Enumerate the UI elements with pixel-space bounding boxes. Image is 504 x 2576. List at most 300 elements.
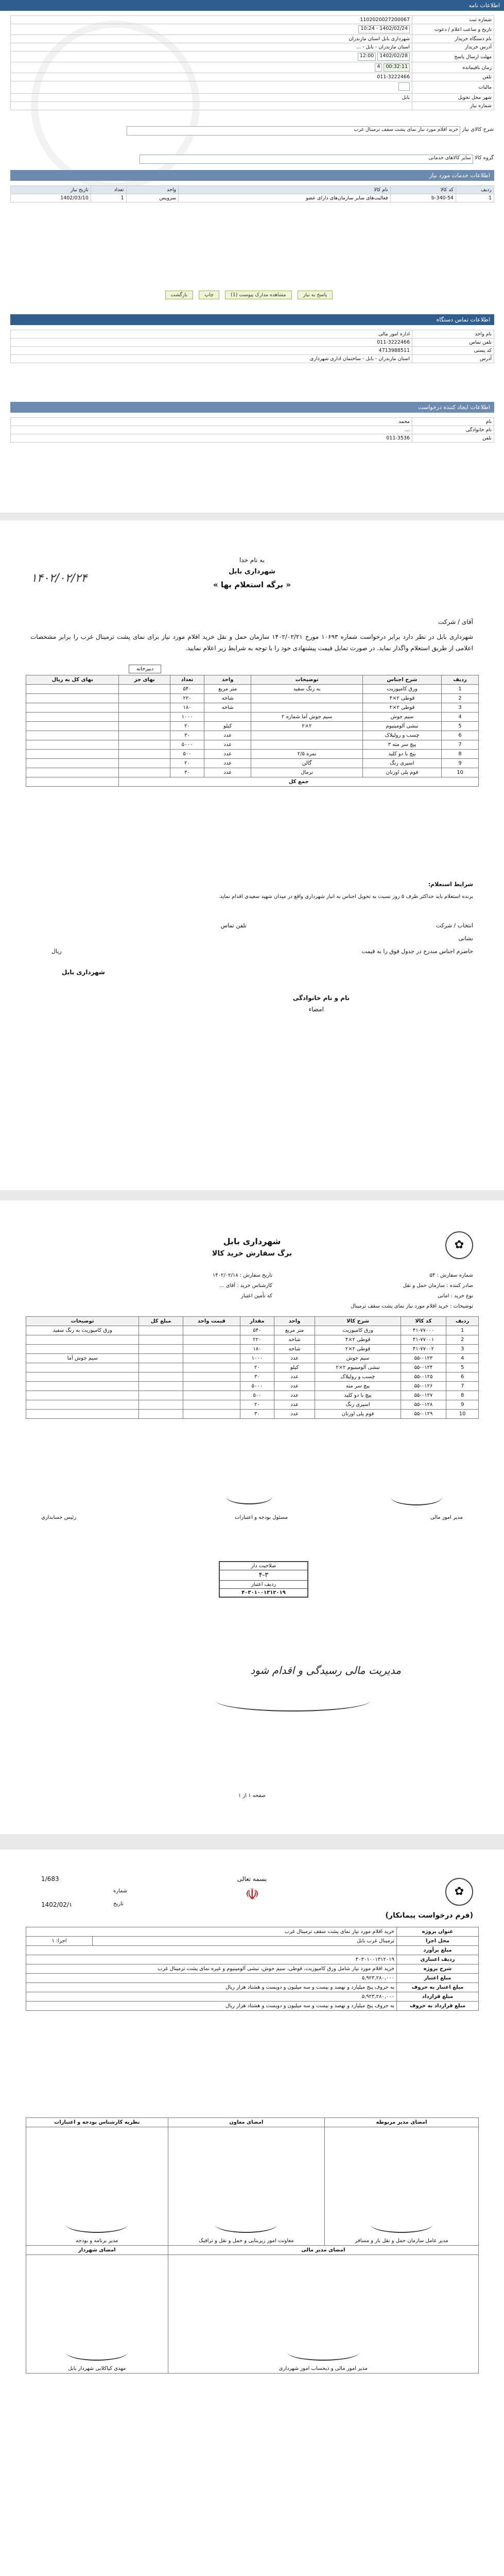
- pr-cell: [119, 750, 170, 759]
- rf-row-label: مبلغ برآورد: [397, 1946, 479, 1955]
- pr-cell: [119, 713, 170, 722]
- order-title: برگ سفارش خرید کالا: [212, 1249, 292, 1258]
- table-row: [26, 1354, 479, 1363]
- rf-row-label: مبلغ قرارداد: [397, 1992, 479, 2002]
- pr-cell: 7: [442, 740, 479, 750]
- ord-cell: [183, 1391, 240, 1400]
- order-number-label: شماره سفارش: [440, 1273, 473, 1278]
- creator-title: اطلاعات ایجاد کننده درخواست: [418, 404, 490, 411]
- creator-row: [11, 426, 494, 434]
- pr-cell: [26, 722, 119, 731]
- rf-sig-name-2: معاونت امور زیربنایی و حمل و نقل و ترافیک: [199, 2238, 294, 2244]
- pr-cell: عدد: [204, 750, 251, 759]
- order-hand-signature: [216, 1690, 370, 1711]
- ord-cell: قوطی ۲×۴: [315, 1335, 401, 1345]
- order-city: شهرداری بابل: [223, 1236, 281, 1246]
- need-desc-row: [10, 126, 494, 135]
- rf-table: [26, 1927, 479, 2011]
- rf-sig-header-5: امضای شهردار: [26, 2246, 168, 2255]
- pr-signer: شهرداری بابل: [62, 969, 105, 976]
- ord-cell: 4: [446, 1354, 479, 1363]
- contact-title: اطلاعات تماس دستگاه: [436, 316, 490, 323]
- form-row: [26, 1955, 479, 1964]
- ord-cell: ۳۰: [240, 1372, 274, 1382]
- order-desc-row: توضیحات : خرید اقلام مورد نیاز نمای پشت سقف ترمینال: [350, 1303, 473, 1309]
- table-row: [26, 740, 479, 750]
- ord-cell: [26, 1410, 139, 1419]
- pr-cell: نمره ۲/۵: [251, 750, 363, 759]
- pr-cell: [204, 713, 251, 722]
- phone-label: تلفن: [412, 73, 494, 81]
- pr-cell: عدد: [204, 759, 251, 768]
- pr-cell: شاخه: [204, 694, 251, 703]
- pr-total-label: جمع کل: [119, 777, 479, 787]
- rf-signature-4: [287, 2344, 359, 2361]
- rf-row-value: ترمینال غرب بابل: [93, 1937, 397, 1946]
- order-number: ۵۴: [429, 1273, 436, 1278]
- ord-cell: عدد: [274, 1410, 315, 1419]
- pr-cell: [26, 713, 119, 722]
- col-row: ردیف: [456, 186, 494, 194]
- pr-cell: فوم پلی اورتان: [362, 768, 441, 777]
- ord-cell: فوم پلی اورتان: [315, 1410, 401, 1419]
- rf-sig-cell-3: [26, 2127, 168, 2246]
- pr-items-table: [26, 675, 479, 787]
- address-label: آدرس خریدار: [412, 43, 494, 52]
- need-number-label: شماره نیاز: [412, 102, 494, 110]
- ord-cell: ۵۵-۰۱۲۷: [401, 1391, 446, 1400]
- ord-cell: [26, 1345, 139, 1354]
- reply-button[interactable]: پاسخ به نیاز: [298, 291, 333, 299]
- pr-cell: عدد: [204, 768, 251, 777]
- rf-sig-cell-5: [26, 2255, 168, 2374]
- pr-cell: عدد: [204, 740, 251, 750]
- deadline-label: مهلت ارسال پاسخ: [412, 52, 494, 62]
- pr-cell: ۲۰: [170, 722, 204, 731]
- order-signature-2: [226, 1489, 272, 1504]
- ord-cell: ۴۱-۷۷۰۰۰: [401, 1326, 446, 1335]
- order-hand-note: مدیریت مالی رسیدگی و اقدام شود: [250, 1664, 401, 1676]
- group-label: گروه کالا: [474, 155, 494, 161]
- table-row: [26, 1345, 479, 1354]
- pr-sign-label: امضاء: [308, 1006, 324, 1013]
- contact-row: [11, 330, 494, 338]
- col-unit: واحد: [126, 186, 179, 194]
- ord-cell: ۵۵-۰۱۲۴: [401, 1363, 446, 1372]
- print-button[interactable]: چاپ: [199, 291, 219, 299]
- table-row: [26, 750, 479, 759]
- pr-cell: ۲×۲: [251, 722, 363, 731]
- form-row: [26, 2002, 479, 2011]
- ord-cell: [139, 1372, 183, 1382]
- pr-addressee: آقای / شرکت: [438, 618, 473, 625]
- order-buyer: آقای ...: [219, 1283, 236, 1289]
- pr-cell: نبشی آلومینیوم: [362, 722, 441, 731]
- table-row: [26, 1326, 479, 1335]
- pr-col-qty: تعداد: [170, 675, 204, 685]
- order-signature-1: [391, 1489, 442, 1505]
- rf-row-label: عنوان پروژه: [397, 1927, 479, 1937]
- items-section-bar: [10, 170, 494, 181]
- ord-col-desc: شرح کالا: [315, 1317, 401, 1326]
- rf-sig-header-1: امضای مدیر مربوطه: [325, 2118, 479, 2127]
- pr-col-unit: واحد: [204, 675, 251, 685]
- ord-cell: عدد: [274, 1400, 315, 1410]
- creator-table: [10, 417, 494, 443]
- ord-rows: [26, 1326, 479, 1419]
- ord-cell: [139, 1410, 183, 1419]
- pr-cell: [119, 740, 170, 750]
- pr-cell: [119, 768, 170, 777]
- credit-stamp-title: صلاحیت دار: [220, 1562, 307, 1570]
- order-date-row: تاریخ سفارش : ۱۴۰۲/۰۲/۱۸: [212, 1273, 272, 1278]
- ord-cell: [183, 1326, 240, 1335]
- rf-row-label: مبلغ اعتبار به حروف: [397, 1983, 479, 1992]
- rf-sig-header-2: امضای معاون: [168, 2118, 324, 2127]
- city-value: بابل: [11, 94, 412, 102]
- table-row: [26, 703, 479, 713]
- ord-cell: ۱۸۰: [240, 1345, 274, 1354]
- table-row: [26, 1391, 479, 1400]
- ord-cell: 8: [446, 1391, 479, 1400]
- contact-value: 011-3222466: [11, 338, 412, 347]
- rf-date-label: تاریخ: [113, 1901, 124, 1907]
- action-buttons: [164, 289, 334, 299]
- rf-row-label: مبلغ قرارداد به حروف: [397, 2002, 479, 2011]
- table-row: [26, 768, 479, 777]
- order-page: صفحه ۱ از ۱: [238, 1793, 266, 1799]
- credit-number: ۴-۳: [258, 1571, 269, 1579]
- pr-cell: ۵۰۰۰: [170, 740, 204, 750]
- ord-cell: ۵۰۰۰: [240, 1382, 274, 1391]
- creator-value: ...: [11, 426, 412, 434]
- portal-title: اطلاعات نامه: [468, 2, 500, 9]
- rf-sig-name-5: مهدی کیاکلایی شهردار بابل: [68, 2366, 126, 2371]
- order-logo-icon: ✿: [445, 1231, 473, 1259]
- table-row: [26, 1400, 479, 1410]
- contact-value: 4713988511: [11, 347, 412, 355]
- cell-date: 1402/03/10: [11, 194, 91, 202]
- pr-cell: اسپری رنگ: [362, 759, 441, 768]
- pr-cell: به رنگ سفید: [251, 685, 363, 694]
- pr-intro: شهرداری بابل در نظر دارد برابر درخواست شماره ۱۰۶۹۳ مورخ ۱۴۰۲/۰۲/۲۱ سازمان حمل و نقل خرید اقلام مورد نیاز برای نمای پشت ترمینال غرب را برابر مشخصات اعلامی از طریق استعلام واگذار نماید. در صورت تمایل قیمت پیشنهادی خود را با توجه به شرایط زیر اعلام نمایید.: [30, 633, 474, 652]
- ord-cell: عدد: [274, 1354, 315, 1363]
- ord-cell: سیم جوش آما: [26, 1354, 139, 1363]
- ord-cell: [183, 1354, 240, 1363]
- contact-section-bar: [10, 314, 494, 325]
- ord-cell: ۲۲۰: [240, 1335, 274, 1345]
- pr-basmala: به نام خدا: [239, 556, 265, 564]
- pr-col-notes: توضیحات: [251, 675, 363, 685]
- deadline-time-field: 12:00: [358, 53, 376, 61]
- rf-signature-2: [215, 2216, 277, 2233]
- rf-row-label: مبلغ اعتبار: [397, 1974, 479, 1983]
- pr-cell: عدد: [204, 731, 251, 740]
- rf-sig-header-3: نظریه کارشناس بودجه و اعتبارات: [26, 2118, 168, 2127]
- pr-cell: 9: [442, 759, 479, 768]
- table-row: [26, 1363, 479, 1372]
- ord-cell: [183, 1363, 240, 1372]
- pr-cell: 3: [442, 703, 479, 713]
- order-number-row: شماره سفارش : ۵۴: [429, 1273, 473, 1278]
- order-sig1: مدیر امور مالی: [430, 1515, 463, 1520]
- ord-cell: نبشی آلومینیوم ۲×۲: [315, 1363, 401, 1372]
- rf-row-label: ردیف اعتباری: [397, 1955, 479, 1964]
- rf-row-value: به حروف پنج میلیارد و نهصد و بیست و سه میلیون و دویست و هشتاد هزار ریال: [26, 2002, 397, 2011]
- group-field: سایر کالاهای خدماتی: [140, 155, 473, 164]
- ord-cell: پیچ سر مته: [315, 1382, 401, 1391]
- pr-cell: [26, 740, 119, 750]
- rf-topleft-date: 1402/02/۱: [41, 1901, 73, 1908]
- pr-price-note: حاضرم اجناس مندرج در جدول فوق را به قیمت: [361, 948, 473, 955]
- creator-section-bar: [10, 402, 494, 413]
- items-section-title: اطلاعات خدمات مورد نیاز: [429, 172, 490, 179]
- order-buyer-label: کارشناس خرید: [240, 1283, 272, 1289]
- address-value: استان مازندران - بابل - ...: [11, 43, 412, 52]
- pr-cell: ۱۸۰: [170, 703, 204, 713]
- pr-cell: [119, 703, 170, 713]
- pr-title: « برگه استعلام بها »: [213, 580, 291, 589]
- rf-row-value: ۴۰۳۰۱۰۰۱۳۱۲۰۱۹: [26, 1955, 397, 1964]
- pr-total-value: [26, 777, 119, 787]
- ord-cell: [183, 1345, 240, 1354]
- pr-cell: ورق کامپوزیت: [362, 685, 441, 694]
- ord-cell: [139, 1391, 183, 1400]
- pr-cell: ۱۰۰۰: [170, 713, 204, 722]
- pr-winner-label: انتخاب / شرکت: [436, 922, 473, 929]
- buyer-value: شهرداری بابل استان مازندران: [11, 35, 412, 43]
- ord-cell: عدد: [274, 1391, 315, 1400]
- pr-cell: ۲۰: [170, 759, 204, 768]
- ord-cell: عدد: [274, 1382, 315, 1391]
- portal-title-bar: [0, 0, 504, 11]
- contact-row: [11, 347, 494, 355]
- pr-cell: [26, 685, 119, 694]
- rf-signature-1: [371, 2216, 432, 2233]
- pr-cell: گالن: [251, 759, 363, 768]
- ord-cell: [183, 1335, 240, 1345]
- pr-cell: [26, 731, 119, 740]
- ord-cell: 6: [446, 1372, 479, 1382]
- rf-row-value: ۵,۹۲۳,۲۸۰,۰۰۰: [26, 1992, 397, 2002]
- form-row: [26, 1983, 479, 1992]
- order-issuer-row: صادر کننده : سازمان حمل و نقل: [403, 1283, 473, 1289]
- ord-cell: پیچ با دو کلید: [315, 1391, 401, 1400]
- col-qty: تعداد: [91, 186, 126, 194]
- pr-cell: سیم جوش: [362, 713, 441, 722]
- pr-col-row: ردیف: [442, 675, 479, 685]
- order-date: ۱۴۰۲/۰۲/۱۸: [212, 1273, 238, 1278]
- cell-unit: سرویس: [126, 194, 179, 202]
- ord-cell: 3: [446, 1345, 479, 1354]
- pr-cell: [119, 722, 170, 731]
- rf-sig-table: [26, 2117, 479, 2374]
- contact-table: [10, 330, 494, 363]
- pr-col-desc: شرح اجناس: [362, 675, 441, 685]
- table-row: [26, 722, 479, 731]
- buyer-label: نام دستگاه خریدار: [412, 35, 494, 43]
- days-left-field: 4: [375, 63, 382, 72]
- rf-row-label: محل اجرا: [397, 1937, 479, 1946]
- ord-col-notes: توضیحات: [26, 1317, 139, 1326]
- ord-col-total: مبلغ کل: [139, 1317, 183, 1326]
- ord-cell: [183, 1410, 240, 1419]
- date-label: تاریخ و ساعت اعلام / دعوت: [412, 24, 494, 35]
- ord-cell: 5: [446, 1363, 479, 1372]
- pr-cell: 6: [442, 731, 479, 740]
- rf-row-label: شرح پروژه: [397, 1964, 479, 1974]
- contact-row: [11, 338, 494, 347]
- pr-org: شهرداری بابل: [229, 568, 275, 575]
- order-sheet: [0, 1200, 504, 1834]
- rf-row-value: خرید اقلام مورد نیاز نمای پشت سقف ترمینال غرب: [26, 1927, 397, 1937]
- cell-name: فعالیت‌های سایر سازمان‌های دارای عضو: [179, 194, 390, 202]
- ord-cell: ۵۵-۰۱۲۵: [401, 1372, 446, 1382]
- rf-sig-cell-4: [168, 2255, 478, 2374]
- contact-label: نام واحد: [412, 330, 494, 338]
- rf-row-value: ۵,۹۲۳,۲۸۰,۰۰۰: [26, 1974, 397, 1983]
- creator-label: نام: [412, 418, 494, 426]
- pr-rial: ریال: [51, 948, 62, 955]
- price-request-sheet: [0, 520, 504, 1190]
- ord-cell: سیم جوش: [315, 1354, 401, 1363]
- table-row: [26, 1410, 479, 1419]
- ord-cell: عدد: [274, 1372, 315, 1382]
- form-row: [26, 1964, 479, 1974]
- rf-topleft-number: 1/683: [41, 1875, 59, 1883]
- portal-sheet: [0, 0, 504, 513]
- ord-cell: [26, 1400, 139, 1410]
- ord-cell: ۵۰۰: [240, 1391, 274, 1400]
- ord-col-qty: مقدار: [240, 1317, 274, 1326]
- pr-cell: چسب و رولپلاک: [362, 731, 441, 740]
- ord-cell: [26, 1382, 139, 1391]
- ord-cell: ۲۰: [240, 1400, 274, 1410]
- reg-number-label: شماره ثبت: [412, 16, 494, 24]
- pr-cell: شاخه: [204, 703, 251, 713]
- form-row: [26, 1927, 479, 1937]
- pr-cell: [251, 740, 363, 750]
- cell-qty: 1: [91, 194, 126, 202]
- pr-cell: [26, 694, 119, 703]
- ord-cell: ۲۰: [240, 1363, 274, 1372]
- city-label: شهر محل تحویل: [412, 94, 494, 102]
- ord-cell: [139, 1382, 183, 1391]
- contact-label: تلفن تماس: [412, 338, 494, 347]
- ord-cell: قوطی ۲×۲: [315, 1345, 401, 1354]
- ord-cell: شاخه: [274, 1335, 315, 1345]
- creator-value: 011-3536: [11, 434, 412, 443]
- pr-cell: قوطی ۲×۴: [362, 694, 441, 703]
- order-items-table: [26, 1316, 479, 1419]
- ord-cell: ۱۰۰۰: [240, 1354, 274, 1363]
- rf-row-value: به حروف پنج میلیارد و نهصد و بیست و سه میلیون و دویست و هشتاد هزار ریال: [26, 1983, 397, 1992]
- time-left-label: زمان باقیمانده: [412, 62, 494, 73]
- rf-row-extra: اجرا: ۱: [26, 1937, 93, 1946]
- ord-cell: [183, 1372, 240, 1382]
- pr-stamp: [129, 665, 161, 673]
- rf-sig-cell-1: [325, 2127, 479, 2246]
- cell-code: 340-54-b: [390, 194, 456, 202]
- rf-signature-5: [66, 2344, 128, 2361]
- group-row: [10, 155, 494, 164]
- order-issuer: سازمان حمل و نقل: [403, 1283, 445, 1289]
- creator-value: محمد: [11, 418, 412, 426]
- creator-label: نام خانوادگی: [412, 426, 494, 434]
- ord-cell: [139, 1335, 183, 1345]
- rf-sig-cell-2: [168, 2127, 324, 2246]
- pr-cell: ۲۲۰: [170, 694, 204, 703]
- ord-cell: اسپری رنگ: [315, 1400, 401, 1410]
- portal-info-table: [10, 15, 494, 110]
- order-type-row: نوع خرید : امانی: [438, 1293, 473, 1299]
- tax-field: [398, 82, 410, 91]
- ord-col-code: کد کالا: [401, 1317, 446, 1326]
- ord-cell: [139, 1326, 183, 1335]
- ord-cell: [139, 1400, 183, 1410]
- ord-cell: ۵۵-۰۱۲۹: [401, 1410, 446, 1419]
- ord-cell: ورق کامپوزیت: [315, 1326, 401, 1335]
- back-button[interactable]: بازگشت: [165, 291, 193, 299]
- table-row: [26, 1382, 479, 1391]
- rf-row-value: [26, 1946, 397, 1955]
- ord-cell: ۵۵-۰۱۲۶: [401, 1382, 446, 1391]
- form-row: [26, 1946, 479, 1955]
- ord-cell: متر مربع: [274, 1326, 315, 1335]
- pr-cell: پیچ با دو کلید: [362, 750, 441, 759]
- order-buyer-row: کارشناس خرید : آقای ...: [219, 1283, 272, 1289]
- col-code: کد کالا: [390, 186, 456, 194]
- pr-col-total: بهای کل به ریال: [26, 675, 119, 685]
- pr-seal-label: نام و نام خانوادگی: [292, 994, 350, 1002]
- rf-emblem-icon: ☫: [245, 1886, 259, 1904]
- ord-cell: چسب و رولپلاک: [315, 1372, 401, 1382]
- rf-sig-header-4: امضای مدیر مالی: [168, 2246, 478, 2255]
- phone-value: 011-3222466: [11, 73, 412, 81]
- pr-cell: ۳۰: [170, 731, 204, 740]
- rf-sig-name-1: مدیر عامل سازمان حمل و نقل بار و مسافر: [355, 2238, 448, 2244]
- rf-sig-name-3: مدیر برنامه و بودجه: [76, 2238, 118, 2244]
- pr-rows: [26, 685, 479, 777]
- form-row: [26, 1992, 479, 2002]
- creator-row: [11, 434, 494, 443]
- pr-cell: 1: [442, 685, 479, 694]
- order-sig2: مسئول بودجه و اعتبارات: [235, 1515, 288, 1520]
- ord-cell: [139, 1354, 183, 1363]
- pr-conditions: برنده استعلام باید حداکثر ظرف ۵ روز نسبت به تحویل اجناس به انبار شهرداری واقع در میدان شهید سعیدی اقدام نماید.: [218, 894, 473, 900]
- pr-cell: [26, 703, 119, 713]
- ord-cell: 1: [446, 1326, 479, 1335]
- pr-cell: 10: [442, 768, 479, 777]
- table-row: [26, 759, 479, 768]
- ord-cell: ورق کامپوزیت به رنگ سفید: [26, 1326, 139, 1335]
- creator-label: تلفن: [412, 434, 494, 443]
- rf-form-title: (فرم درخواست پیمانکار): [385, 1911, 473, 1920]
- order-date-label: تاریخ سفارش: [243, 1273, 272, 1278]
- pr-cell: 8: [442, 750, 479, 759]
- ord-cell: [183, 1382, 240, 1391]
- ord-cell: ۴۱-۷۷۰۰۲: [401, 1345, 446, 1354]
- rf-sig-name-4: مدیر امور مالی و ذیحساب امور شهرداری: [279, 2366, 368, 2371]
- ord-cell: [26, 1363, 139, 1372]
- contact-label: کد پستی: [412, 347, 494, 355]
- ord-cell: [139, 1363, 183, 1372]
- ord-cell: 10: [446, 1410, 479, 1419]
- attachments-button[interactable]: مشاهده مدارک پیوست (1): [225, 291, 291, 299]
- items-table: [10, 185, 494, 202]
- pr-cell: نرمال: [251, 768, 363, 777]
- rf-signature-3: [66, 2216, 128, 2233]
